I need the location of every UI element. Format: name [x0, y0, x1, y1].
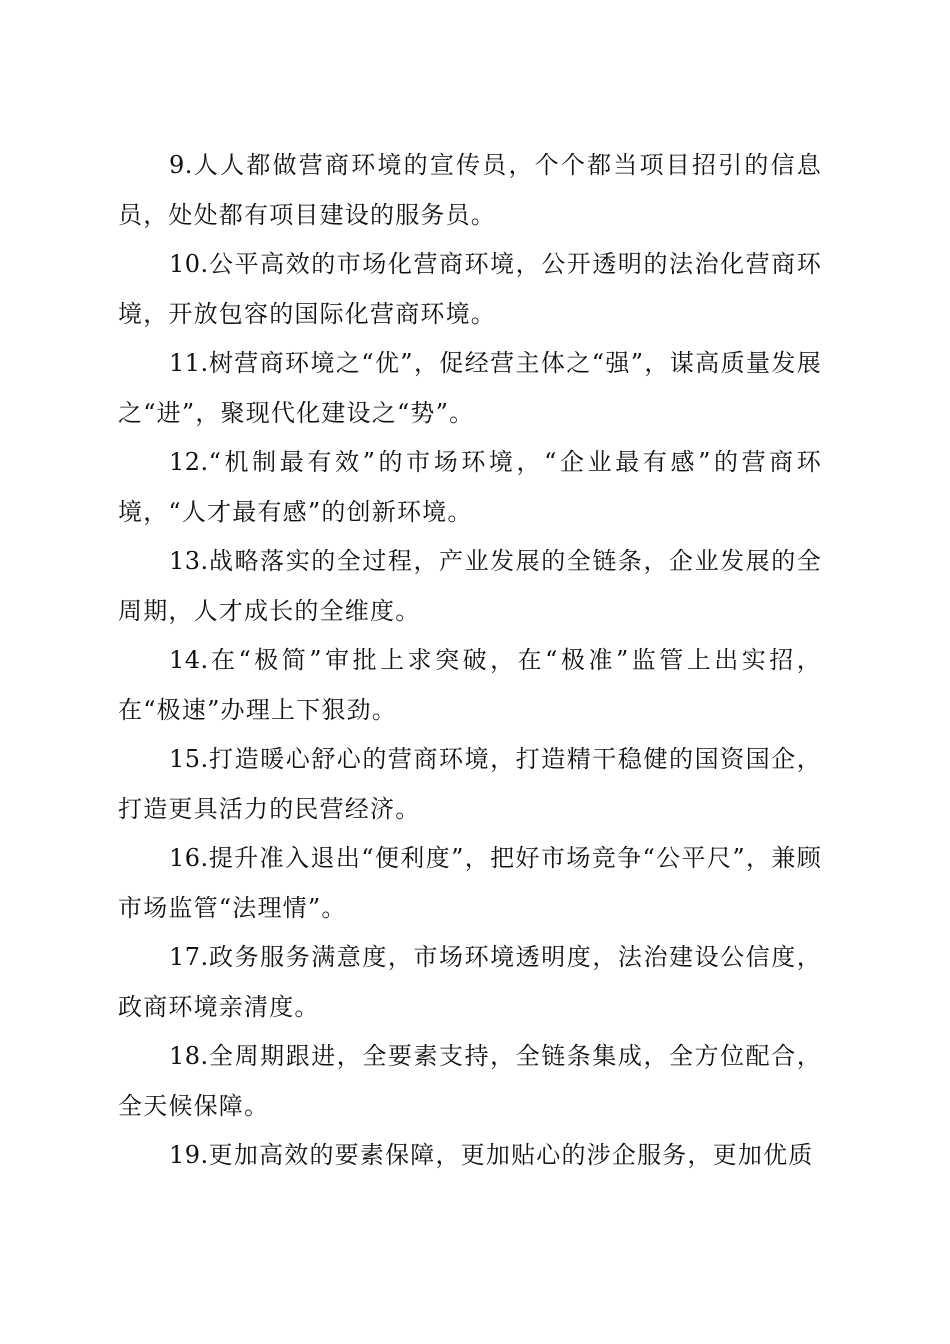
list-item [118, 438, 822, 537]
item-number: 10. [169, 250, 209, 278]
list-item [118, 1131, 822, 1181]
item-number: 16. [169, 844, 209, 872]
list-item [118, 636, 822, 735]
item-number: 9. [169, 151, 193, 179]
item-number: 14. [169, 646, 209, 674]
list-item [118, 537, 822, 636]
item-text: “机制最有效”的市场环境，“企业最有感”的营商环境，“人才最有感”的创新环境。 [118, 448, 822, 526]
item-number: 13. [169, 547, 209, 575]
item-number: 11. [169, 349, 209, 377]
list-item [118, 735, 822, 834]
item-number: 12. [169, 448, 209, 476]
list-item [118, 339, 822, 438]
document-body [118, 141, 822, 1181]
item-text: 更加高效的要素保障，更加贴心的涉企服务，更加优质 [208, 1141, 814, 1169]
list-item [118, 1032, 822, 1131]
item-number: 19. [169, 1141, 209, 1169]
list-item [118, 141, 822, 240]
item-number: 18. [169, 1042, 209, 1070]
list-item [118, 240, 822, 339]
item-text: 打造暖心舒心的营商环境，打造精干稳健的国资国企，打造更具活力的民营经济。 [118, 745, 822, 823]
item-number: 15. [169, 745, 209, 773]
list-item [118, 933, 822, 1032]
item-text: 全周期跟进，全要素支持，全链条集成，全方位配合，全天候保障。 [118, 1042, 822, 1120]
item-text: 战略落实的全过程，产业发展的全链条，企业发展的全周期，人才成长的全维度。 [118, 547, 822, 625]
item-text: 在“极简”审批上求突破，在“极准”监管上出实招，在“极速”办理上下狠劲。 [118, 646, 822, 724]
item-text: 政务服务满意度，市场环境透明度，法治建设公信度，政商环境亲清度。 [118, 943, 822, 1021]
list-item [118, 834, 822, 933]
item-text: 提升准入退出“便利度”，把好市场竞争“公平尺”，兼顾市场监管“法理情”。 [118, 844, 822, 922]
item-text: 树营商环境之“优”，促经营主体之“强”，谋高质量发展之“进”，聚现代化建设之“势”。 [118, 349, 822, 427]
item-text: 公平高效的市场化营商环境，公开透明的法治化营商环境，开放包容的国际化营商环境。 [118, 250, 822, 328]
item-number: 17. [169, 943, 209, 971]
item-text: 人人都做营商环境的宣传员，个个都当项目招引的信息员，处处都有项目建设的服务员。 [118, 151, 822, 229]
